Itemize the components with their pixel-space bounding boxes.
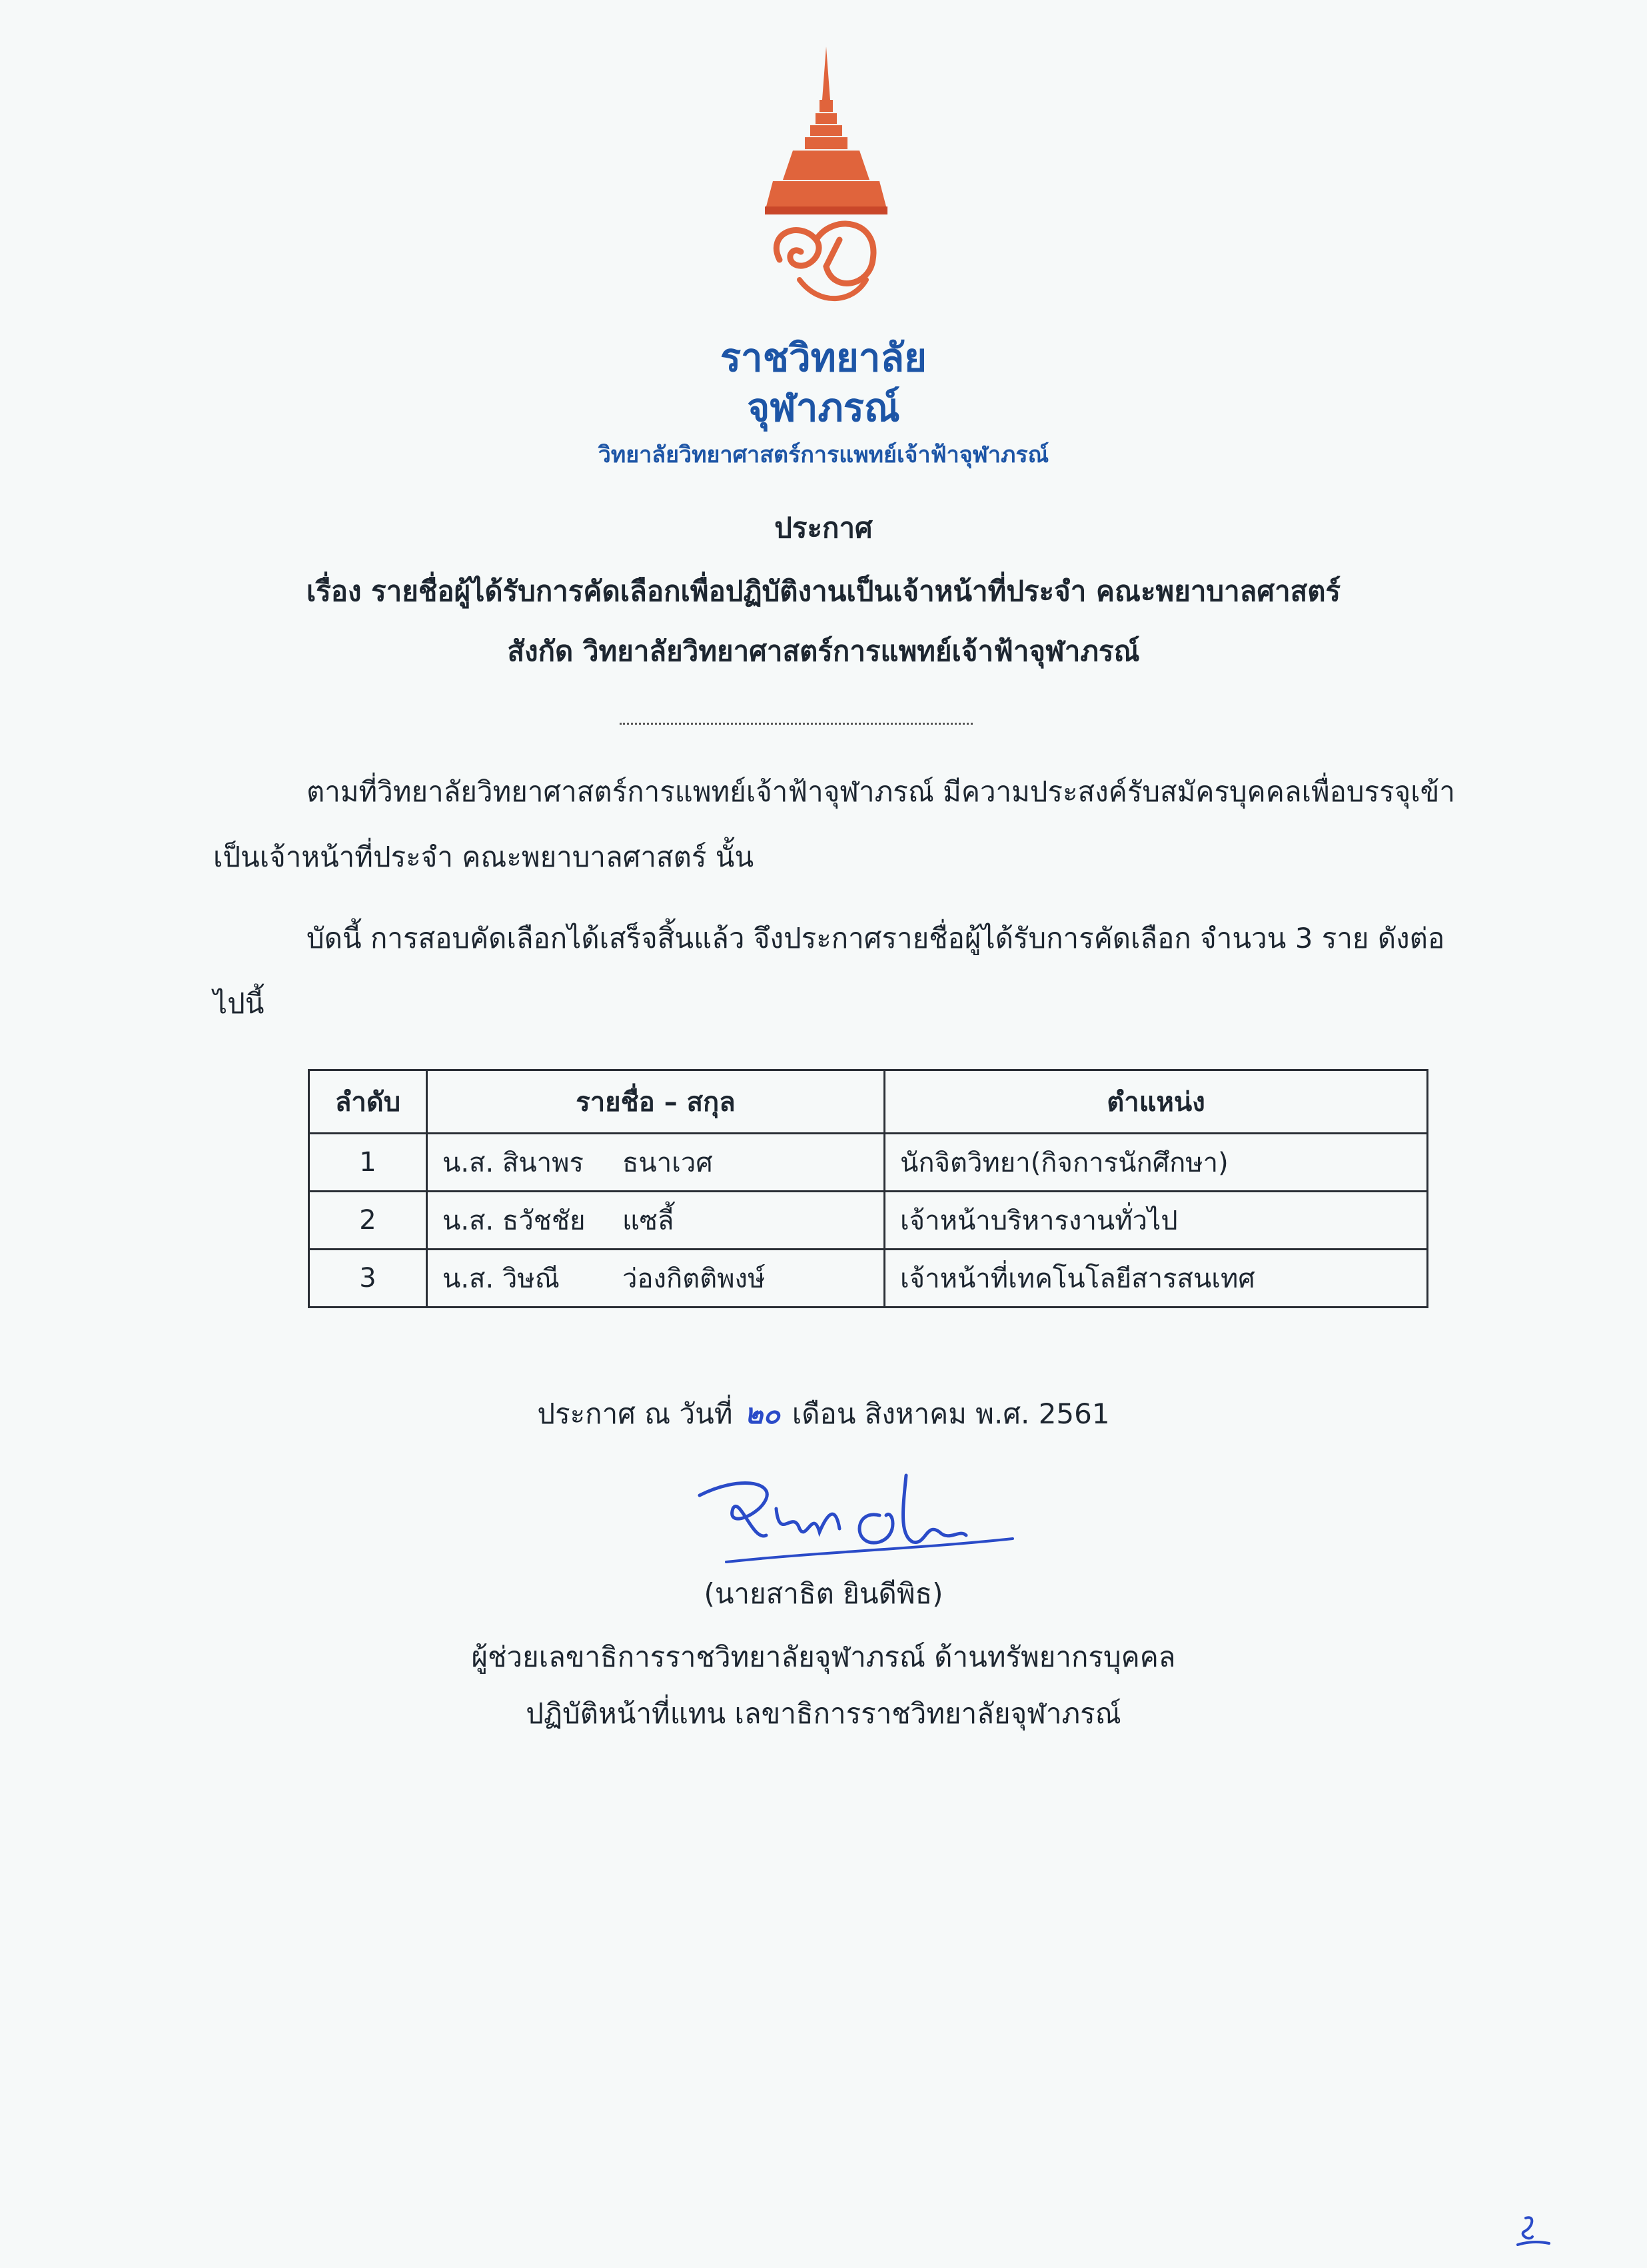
header-name: รายชื่อ – สกุล	[427, 1070, 885, 1134]
signatory-title-2: ปฏิบัติหน้าที่แทน เลขาธิการราชวิทยาลัยจุฬาภรณ์	[526, 1697, 1121, 1730]
paragraph-text: บัดนี้ การสอบคัดเลือกได้เสร็จสิ้นแล้ว จึงประกาศรายชื่อผู้ได้รับการคัดเลือก จำนวน 3 ราย ดังต่อไปนี้	[213, 922, 1445, 1020]
row-no: 3	[309, 1250, 427, 1308]
row-name	[427, 1192, 885, 1250]
date-suffix: เดือน สิงหาคม พ.ศ. 2561	[792, 1397, 1110, 1430]
last-name: แซลี้	[622, 1206, 674, 1236]
row-position: เจ้าหน้าที่เทคโนโลยีสารสนเทศ	[885, 1250, 1428, 1308]
handwritten-initial-mark	[1512, 2211, 1552, 2251]
signatory-name: (นายสาธิต ยินดีพิธ)	[704, 1577, 943, 1610]
royal-crown-monogram-icon	[753, 40, 899, 326]
announcement-affiliation: สังกัด วิทยาลัยวิทยาศาสตร์การแพทย์เจ้าฟ้าจุฬาภรณ์	[507, 635, 1140, 667]
announcement-heading: ประกาศ	[774, 512, 873, 544]
date-prefix: ประกาศ ณ วันที่	[537, 1397, 733, 1430]
row-position: เจ้าหน้าบริหารงานทั่วไป	[885, 1192, 1428, 1250]
header-position: ตำแหน่ง	[885, 1070, 1428, 1134]
date-day-handwritten: ๒๐	[744, 1397, 780, 1430]
first-name: น.ส. วิษณี	[442, 1264, 560, 1294]
header-no: ลำดับ	[309, 1070, 427, 1134]
body-paragraph-2	[213, 906, 1466, 1036]
row-no: 2	[309, 1192, 427, 1250]
org-subtitle: วิทยาลัยวิทยาศาสตร์การแพทย์เจ้าฟ้าจุฬาภรณ์	[598, 442, 1049, 468]
org-name-line1: ราชวิทยาลัย	[720, 335, 927, 380]
first-name: น.ส. ธวัชชัย	[442, 1206, 586, 1236]
last-name: ว่องกิตติพงษ์	[622, 1264, 766, 1294]
org-name-line2: จุฬาภรณ์	[747, 385, 900, 430]
announcement-subject: เรื่อง รายชื่อผู้ได้รับการคัดเลือกเพื่อปฏิบัติงานเป็นเจ้าหน้าที่ประจำ คณะพยาบาลศาสตร์	[306, 575, 1341, 607]
selected-candidates-table	[308, 1069, 1428, 1308]
table-row	[309, 1250, 1428, 1308]
table-row	[309, 1192, 1428, 1250]
dotted-divider	[620, 723, 973, 725]
signatory-title-1: ผู้ช่วยเลขาธิการราชวิทยาลัยจุฬาภรณ์ ด้านทรัพยากรบุคคล	[471, 1641, 1176, 1673]
row-name	[427, 1134, 885, 1192]
paragraph-text: ตามที่วิทยาลัยวิทยาศาสตร์การแพทย์เจ้าฟ้าจุฬาภรณ์ มีความประสงค์รับสมัครบุคคลเพื่อบรรจุเข้าเป็นเจ้าหน้าที่ประจำ คณะพยาบาลศาสตร์ นั้น	[213, 775, 1455, 873]
body-paragraph-1	[213, 759, 1466, 890]
table-row	[309, 1134, 1428, 1192]
announcement-date	[0, 1392, 1647, 1436]
row-position: นักจิตวิทยา(กิจการนักศึกษา)	[885, 1134, 1428, 1192]
last-name: ธนาเวศ	[622, 1148, 713, 1178]
first-name: น.ส. สินาพร	[442, 1148, 584, 1178]
row-no: 1	[309, 1134, 427, 1192]
handwritten-signature	[686, 1469, 1019, 1575]
table-header-row	[309, 1070, 1428, 1134]
row-name	[427, 1250, 885, 1308]
